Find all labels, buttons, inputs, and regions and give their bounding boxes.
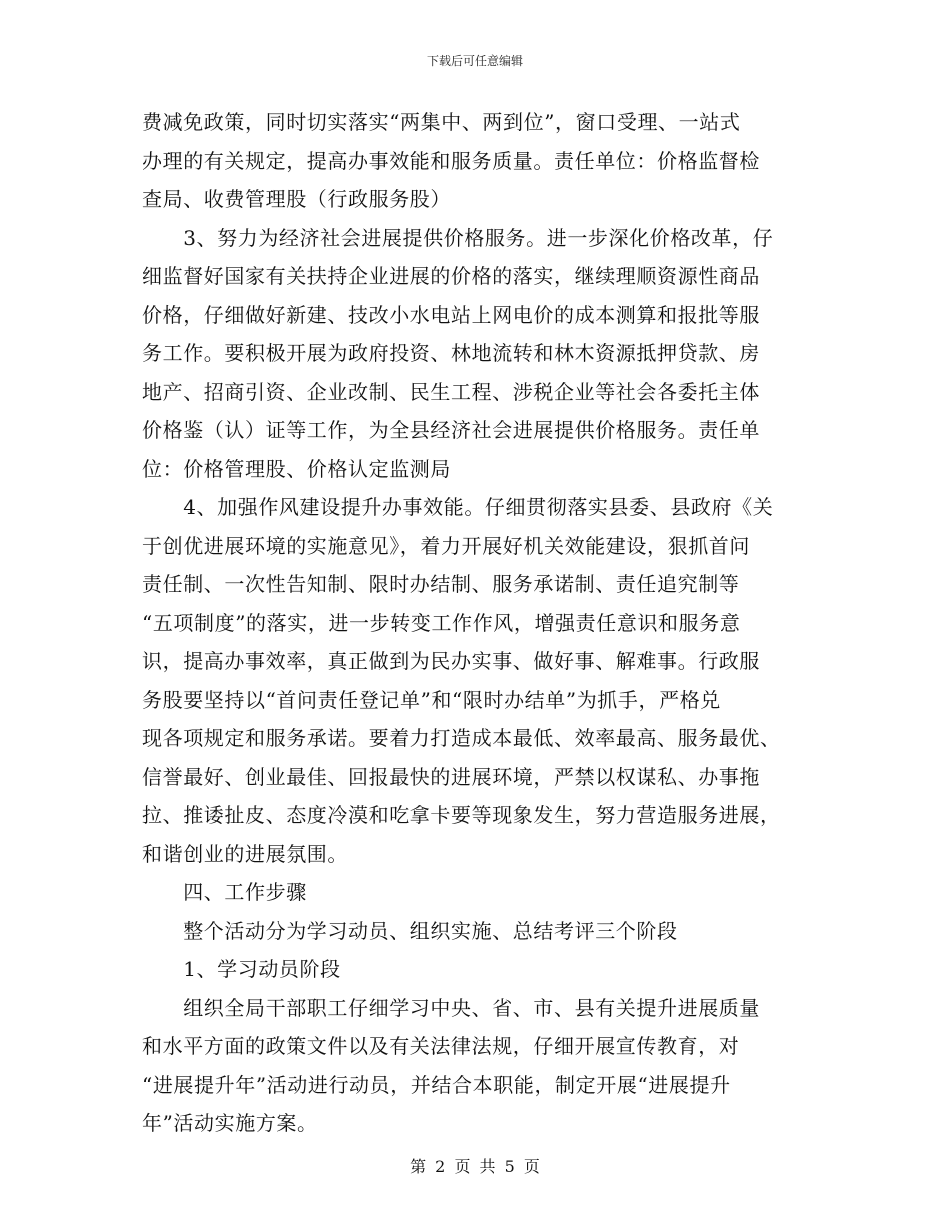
text-line: 和谐创业的进展氛围。 [142,841,348,866]
text-line: 现各项规定和服务承诺。要着力打造成本最低、效率最高、服务最优、 [142,726,781,750]
text-line: 地产、招商引资、企业改制、民生工程、涉税企业等社会各委托主体 [142,379,760,404]
text-line: 于创优进展环境的实施意见》，着力开展好机关效能建设，狠抓首问 [142,533,750,558]
text-line: 拉、推诿扯皮、态度冷漠和吃拿卡要等现象发生，努力营造服务进展， [142,803,781,827]
text-line: 价格鉴（认）证等工作，为全县经济社会进展提供价格服务。责任单 [142,418,760,442]
text-line: 位：价格管理股、价格认定监测局 [142,456,451,481]
page-number-footer: 第 2 页 共 5 页 [410,1157,540,1176]
page-header: 下载后可任意编辑 [426,54,523,68]
text-line: 3、努力为经济社会进展提供价格服务。进一步深化价格改革，仔 [142,225,774,250]
text-line: 办理的有关规定，提高办事效能和服务质量。责任单位：价格监督检 [142,148,760,173]
text-line: 细监督好国家有关扶持企业进展的价格的落实，继续理顺资源性商品 [142,264,760,288]
text-line: 年”活动实施方案。 [142,1111,318,1135]
text-line: 4、加强作风建设提升办事效能。仔细贯彻落实县委、县政府《关 [142,495,774,519]
text-line: 查局、收费管理股（行政服务股） [142,187,451,211]
subsection-heading: 1、学习动员阶段 [142,957,341,981]
text-line: 和水平方面的政策文件以及有关法律法规，仔细开展宣传教育，对 [142,1034,740,1058]
text-line: 务股要坚持以“首问责任登记单”和“限时办结单”为抓手，严格兑 [142,687,721,712]
text-line: “进展提升年”活动进行动员，并结合本职能，制定开展“进展提升 [142,1072,731,1097]
text-line: “五项制度”的落实，进一步转变工作作风，增强责任意识和服务意 [142,610,741,635]
text-line: 价格，仔细做好新建、技改小水电站上网电价的成本测算和报批等服 [142,302,760,327]
text-line: 费减免政策，同时切实落实“两集中、两到位”，窗口受理、一站式 [142,110,741,134]
text-line: 整个活动分为学习动员、组织实施、总结考评三个阶段 [142,918,678,943]
text-line: 务工作。要积极开展为政府投资、林地流转和林木资源抵押贷款、房 [142,341,760,365]
text-line: 组织全局干部职工仔细学习中央、省、市、县有关提升进展质量 [142,995,760,1020]
document-body [142,103,808,1143]
text-line: 信誉最好、创业最佳、回报最快的进展环境，严禁以权谋私、办事拖 [142,764,760,789]
text-line: 识，提高办事效率，真正做到为民办实事、做好事、解难事。行政服 [142,649,760,673]
text-line: 责任制、一次性告知制、限时办结制、服务承诺制、责任追究制等 [142,572,740,596]
section-heading: 四、工作步骤 [142,880,307,904]
